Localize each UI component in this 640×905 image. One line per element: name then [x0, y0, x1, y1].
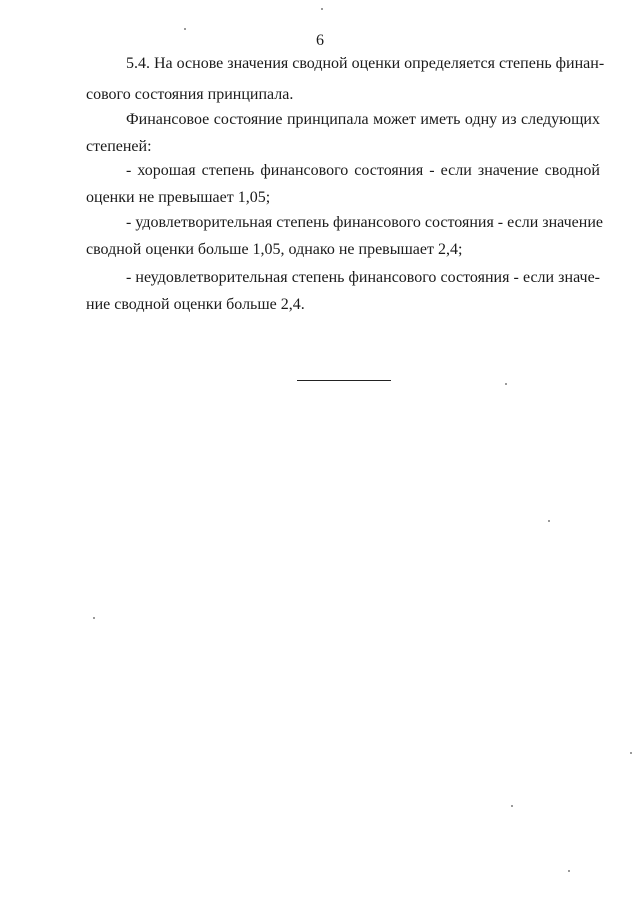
page-number: 6: [316, 32, 324, 49]
end-of-text-rule: [297, 380, 391, 381]
scan-speck: [568, 870, 570, 872]
paragraph-2-line-2: степеней:: [86, 138, 152, 155]
scan-speck: [505, 383, 507, 385]
scan-speck: [511, 805, 513, 807]
paragraph-4-line-1: - удовлетворительная степень финансового состояния - если значение: [126, 214, 603, 231]
scan-speck: [630, 752, 632, 754]
paragraph-4-line-2: сводной оценки больше 1,05, однако не превышает 2,4;: [86, 241, 463, 258]
paragraph-2-line-1: Финансовое состояние принципала может иметь одну из следующих: [126, 111, 600, 128]
paragraph-3-line-1: - хорошая степень финансового состояния - если значение сводной: [126, 162, 600, 179]
paragraph-5-line-2: ние сводной оценки больше 2,4.: [86, 296, 305, 313]
paragraph-1-line-2: сового состояния принципала.: [86, 86, 294, 103]
scan-speck: [184, 28, 186, 30]
scan-speck: [321, 8, 323, 10]
paragraph-5-line-1: - неудовлетворительная степень финансового состояния - если значе-: [126, 269, 600, 286]
paragraph-3-line-2: оценки не превышает 1,05;: [86, 189, 271, 206]
scan-speck: [548, 520, 550, 522]
paragraph-1-line-1: 5.4. На основе значения сводной оценки определяется степень финан-: [126, 55, 605, 72]
scan-speck: [93, 617, 95, 619]
